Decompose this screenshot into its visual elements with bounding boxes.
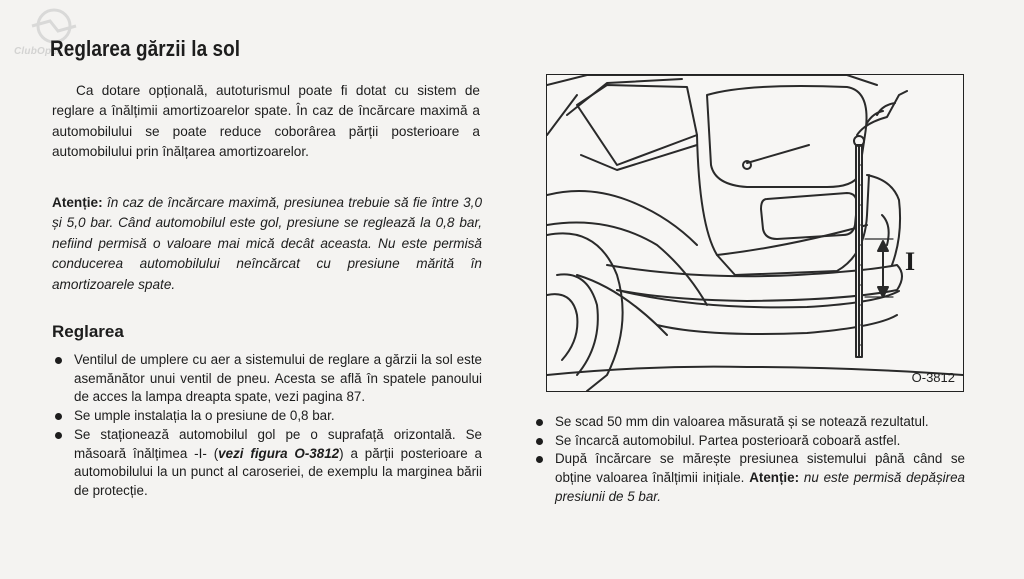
- left-bullet-list: [52, 351, 482, 501]
- list-item: [533, 432, 965, 451]
- bullet-text: ) a părții posterioare a automobilului la un punct al caroseriei, de exemplu la marginea bării de protecție.: [74, 445, 482, 498]
- attention-label: Atenție:: [749, 470, 800, 486]
- attention-text: în caz de încărcare maximă, presiunea trebuie să fie între 3,0 și 5,0 bar. Când automobilul este gol, presiune se reglează la 0,8 bar, nefiind permisă o valoare mai mică decât aceasta. Nu este permisă conducerea automobilului neîncărcat cu presiune mărită în amortizoarele spate.: [52, 195, 482, 292]
- section-subtitle: Reglarea: [52, 322, 124, 341]
- bullet-text: Se staționează automobilul gol pe o suprafață orizontală. Se măsoară înălțimea -I- (: [74, 426, 482, 461]
- bullet-text: După încărcare se mărește presiunea sistemului până când se obține valoarea înălțimii inițiale.: [555, 451, 965, 486]
- attention-label: Atenție:: [52, 195, 103, 210]
- figure-reference: vezi figura O-3812: [218, 445, 340, 461]
- bullet-text: Se scad 50 mm din valoarea măsurată și se notează rezultatul.: [555, 414, 929, 429]
- list-item: [52, 407, 482, 426]
- right-bullet-list: [533, 413, 965, 507]
- figure-label: O-3812: [911, 370, 955, 385]
- list-item: [533, 413, 965, 432]
- list-item: [52, 426, 482, 501]
- height-dimension-label: I: [905, 247, 916, 276]
- list-item: [533, 450, 965, 506]
- watermark-text: ClubOpel: [14, 46, 61, 57]
- page-title: Reglarea gărzii la sol: [50, 36, 241, 61]
- bullet-text: Se încarcă automobilul. Partea posterioară coboară astfel.: [555, 432, 901, 448]
- list-item: [52, 351, 482, 407]
- attention-paragraph: [52, 193, 482, 295]
- bullet-text: Se umple instalația la o presiune de 0,8 bar.: [74, 408, 335, 424]
- car-rear-illustration: [547, 75, 963, 391]
- bullet-text: nu este permisă depășirea presiunii de 5 bar.: [555, 470, 965, 504]
- bullet-text: Ventilul de umplere cu aer a sistemului de reglare a gărzii la sol este asemănător unui ventil de pneu. Acesta se află în spatele panoului de acces la lampa dreapta spate, vezi pagina 87.: [74, 352, 482, 405]
- intro-paragraph: Ca dotare opțională, autoturismul poate fi dotat cu sistem de reglare a înălțimii amortizoarelor spate. În caz de încărcare maximă a automobilului se poate reduce coborârea părții posterioare a automobilului prin înălțarea amortizoarelor.: [52, 83, 480, 160]
- car-figure: [546, 74, 964, 392]
